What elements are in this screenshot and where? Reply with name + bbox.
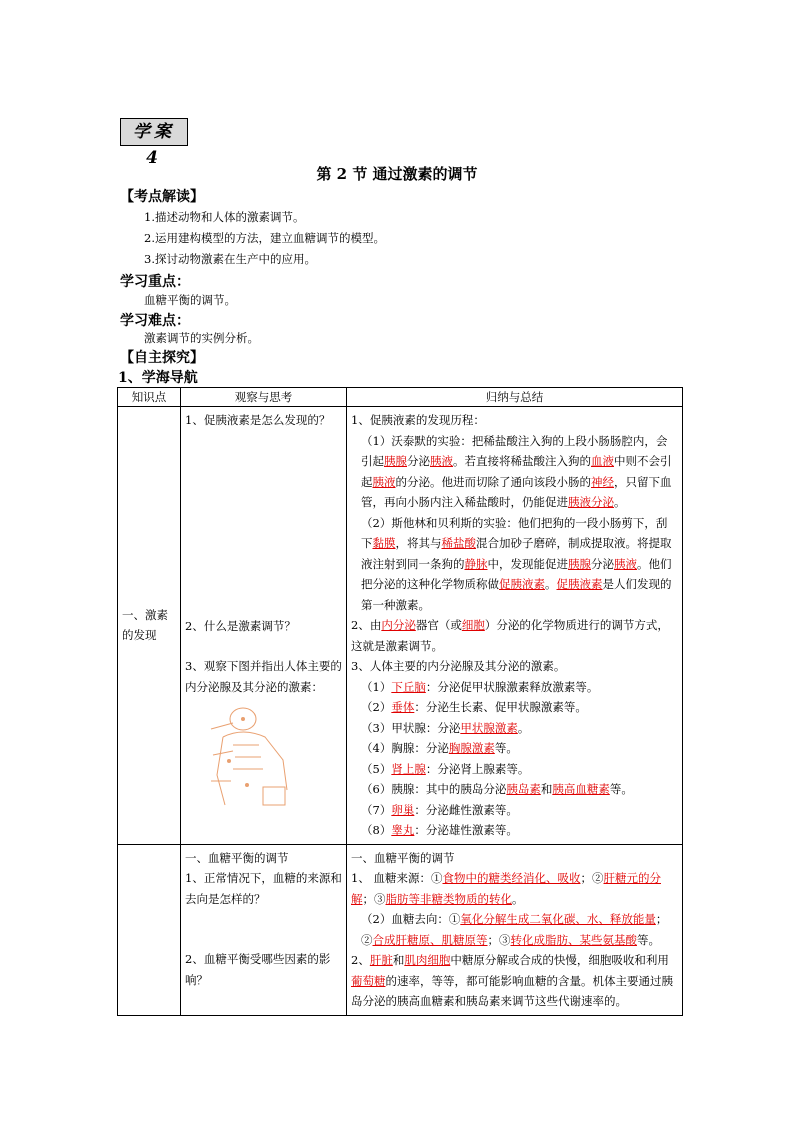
kaodian-item: 3.探讨动物激素在生产中的应用。 <box>144 252 316 266</box>
topic-cell <box>118 407 181 845</box>
header-topic: 知识点 <box>118 388 181 407</box>
gland-item: （6）胰腺：其中的胰岛分泌胰岛素和胰高血糖素等。 <box>361 782 633 796</box>
hormone-regulation-definition: 2、由内分泌器官（或细胞）分泌的化学物质进行的调节方式，这就是激素调节。 <box>351 618 669 653</box>
blood-sugar-source: 1、 血糖来源：①食物中的糖类经消化、吸收；②肝糖元的分解；③脂肪等非糖类物质的转化。 <box>351 871 661 906</box>
topic-cell <box>118 844 181 1015</box>
blood-sugar-factors: 2、肝脏和肌肉细胞中糖原分解或合成的快慢，细胞吸收和利用葡萄糖的速率，等等，都可能影响血糖的含量。机体主要通过胰岛分泌的胰高血糖素和胰岛素来调节这些代谢速率的。 <box>351 953 673 1008</box>
zhongdian-heading: 学习重点： <box>120 274 190 290</box>
nandian-heading: 学习难点： <box>120 313 190 329</box>
summary-heading: 一、血糖平衡的调节 <box>351 850 455 865</box>
header-observe: 观察与思考 <box>181 388 347 407</box>
question-2: 2、什么是激素调节？ <box>185 618 296 633</box>
xuehai-heading: 1、学海导航 <box>118 370 198 386</box>
nandian-text: 激素调节的实例分析。 <box>144 331 259 345</box>
summary-cell <box>347 844 683 1015</box>
summary-heading-1: 1、促胰液素的发现历程： <box>351 413 485 427</box>
question-1: 1、正常情况下，血糖的来源和去向是怎样的？ <box>185 871 342 906</box>
lesson-badge: 学案 4 <box>120 118 188 146</box>
gland-item: （2）垂体：分泌生长素、促甲状腺激素等。 <box>361 700 587 714</box>
question-1: 1、促胰液素是怎么发现的？ <box>185 413 331 427</box>
topic-label: 一、激素的发现 <box>122 607 168 643</box>
gland-item: （7）卵巢：分泌雌性激素等。 <box>361 802 518 817</box>
table-row <box>118 844 683 1015</box>
study-table <box>117 387 683 1016</box>
observe-cell <box>181 844 347 1015</box>
page-title: 第 2 节 通过激素的调节 <box>316 165 478 183</box>
gland-item: （5）肾上腺：分泌肾上腺素等。 <box>361 761 530 776</box>
gland-item: （3）甲状腺：分泌甲状腺激素。 <box>361 720 530 735</box>
starling-experiment: （2）斯他林和贝利斯的实验：他们把狗的一段小肠剪下，刮下黏膜，将其与稀盐酸混合加砂子磨碎，制成提取液。将提取液注射到同一条狗的静脉中，发现能促进胰腺分泌胰液。他们把分泌的这种化学物质称做促胰液素。促胰液素是人们发现的第一种激素。 <box>361 515 672 612</box>
summary-cell <box>347 407 683 845</box>
zizhu-heading: 【自主探究】 <box>120 350 204 366</box>
kaodian-heading: 【考点解读】 <box>120 189 204 205</box>
question-heading: 一、血糖平衡的调节 <box>185 850 289 865</box>
question-3: 3、观察下图并指出人体主要的内分泌腺及其分泌的激素： <box>185 659 342 694</box>
blood-sugar-destination: （2）血糖去向：①氧化分解生成二氧化碳、水、释放能量；②合成肝糖原、肌糖原等；③转化成脂肪、某些氨基酸等。 <box>361 912 668 947</box>
kaodian-item: 2.运用建构模型的方法，建立血糖调节的模型。 <box>144 231 385 245</box>
gland-item: （4）胸腺：分泌胸腺激素等。 <box>361 741 518 755</box>
gland-item: （8）睾丸：分泌雄性激素等。 <box>361 823 518 837</box>
wotaimo-experiment: （1）沃泰默的实验：把稀盐酸注入狗的上段小肠肠腔内，会引起胰腺分泌胰液。若直接将稀盐酸注入狗的血液中则不会引起胰液的分泌。他进而切除了通向该段小肠的神经，只留下血管，再向小肠内注入稀盐酸时，仍能促进胰液分泌。 <box>361 433 672 509</box>
summary-heading-3: 3、人体主要的内分泌腺及其分泌的激素。 <box>351 659 566 673</box>
header-summary: 归纳与总结 <box>347 388 683 407</box>
gland-item: （1）下丘脑：分泌促甲状腺激素释放激素等。 <box>361 679 599 694</box>
observe-cell <box>181 407 347 845</box>
kaodian-item: 1.描述动物和人体的激素调节。 <box>144 210 305 224</box>
table-row <box>118 407 683 845</box>
zhongdian-text: 血糖平衡的调节。 <box>144 293 236 307</box>
table-header-row <box>118 388 683 407</box>
question-2: 2、血糖平衡受哪些因素的影响？ <box>185 952 331 987</box>
endocrine-body-figure <box>203 705 313 810</box>
